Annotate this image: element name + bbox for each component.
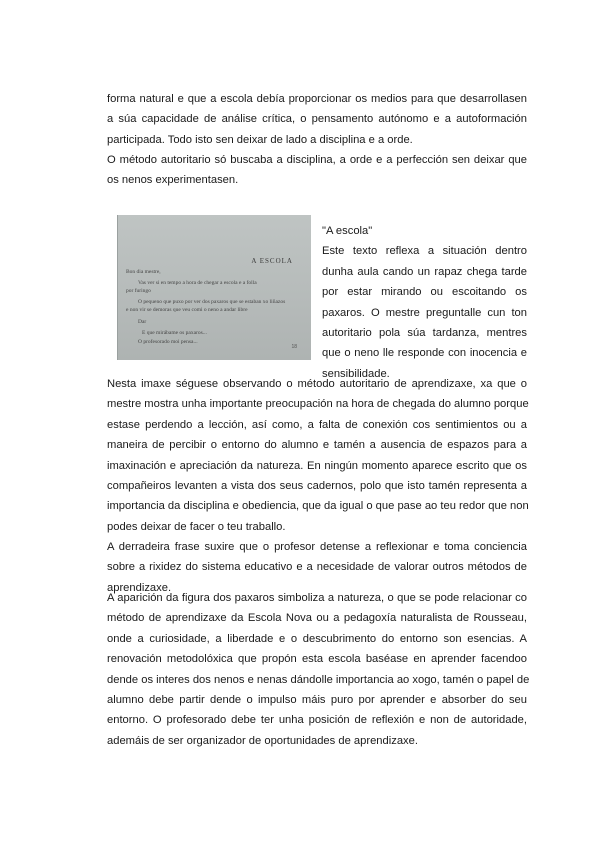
text-line: alumno debe partir dende o impulso máis puro por aprender e absorber do seu	[107, 693, 527, 706]
intro-paragraph	[107, 89, 527, 150]
imaxe-paragraph	[107, 374, 527, 537]
text-line: os nenos experimentasen.	[107, 174, 239, 187]
text-line: ademáis de ser organizador de oportunidades de aprendizaxe.	[107, 734, 418, 747]
text-line: que o neno lle responde con inocencia e	[322, 347, 527, 360]
text-line: estase perdendo a lección, así como, a falta de conexión cos sentimientos ou a	[107, 418, 527, 431]
figure-line: Dar	[138, 319, 147, 325]
text-line: por estar mirando ou escoitando os	[322, 286, 527, 299]
text-line: A derradeira frase suxire que o profesor detense a reflexionar e toma conciencia	[107, 541, 527, 553]
text-line: sobre a rixidez do sistema educativo e a necesidade de valorar outros métodos de	[107, 561, 527, 574]
side-caption-paragraph	[322, 221, 527, 384]
text-line: podes deixar de facer o teu traballo.	[107, 520, 286, 533]
text-line: mestre mostra unha importante preocupación na hora de chegada do alumno porque	[107, 398, 529, 411]
paxaros-paragraph	[107, 588, 530, 751]
figure-line: e non vir se demoras que veu comi o neno a andar libre	[126, 307, 248, 313]
text-line: A aparición da figura dos paxaros simboliza a natureza, o que se pode relacionar co	[107, 592, 527, 604]
text-line: maneira de percibir o entorno do alumno e tamén a ausencia de espazos para a	[107, 439, 527, 452]
text-line: participada. Todo isto sen deixar de lado a disciplina e a orde.	[107, 133, 413, 146]
autoritario-paragraph	[107, 150, 527, 191]
figure-line: E que mirábame os paxaros...	[142, 330, 207, 336]
text-line: renovación metodolóxica que propón esta escola baséase en aprender facendoo	[107, 653, 527, 666]
figure-line: por furingo	[126, 288, 151, 294]
text-line: entorno. O profesorado debe ter unha posición de reflexión e non de autoridade,	[107, 714, 527, 727]
text-line: forma natural e que a escola debía proporcionar os medios para que desarrollasen	[107, 93, 527, 105]
figure-line: O profesorado moi pensa...	[138, 339, 198, 345]
text-line: "A escola"	[322, 225, 373, 237]
figure-line: Bon dia mestre,	[126, 269, 161, 275]
escola-text-photo	[117, 215, 311, 360]
text-line: importancia da disciplina e obediencia, que da igual o que pase ao teu redor que non	[107, 500, 529, 513]
text-line: Nesta imaxe séguese observando o método autoritario de aprendizaxe, xa que o	[107, 378, 527, 390]
text-line: Este texto reflexa a situación dentro	[322, 245, 527, 258]
text-line: sensibilidade.	[322, 367, 390, 380]
text-line: aprendizaxe.	[107, 581, 172, 594]
text-line: paxaros. O mestre preguntalle cun ton	[322, 306, 527, 319]
text-line: dunha aula cando un rapaz chega tarde	[322, 265, 527, 278]
figure-line: Vas ver si en tempo a hora de chegar a escola e a folla	[138, 280, 257, 286]
text-line: imaxinación e apreciación da natureza. En ningún momento aparece escrito que os	[107, 459, 527, 472]
text-line: compañeiros levanten a vista dos seus cadernos, polo que isto tamén representa a	[107, 479, 527, 492]
figure-title: A ESCOLA	[251, 257, 293, 265]
text-line: autoritario pola súa tardanza, mentres	[322, 326, 527, 339]
figure-line: O pequeno que puxo por ver dos paxaros que se estaban xo liñazos	[138, 299, 286, 305]
text-line: dende os interes dos nenos e nenas dándolle importancia ao xogo, tamén o papel de	[107, 673, 530, 686]
figure-page-number: 18	[291, 344, 297, 350]
text-line: onde a curiosidade, a liberdade e o descubrimento do entorno son esencias. A	[107, 632, 527, 645]
text-line: método de aprendizaxe da Escola Nova ou a pedagoxía naturalista de Rousseau,	[107, 612, 527, 625]
text-line: O método autoritario só buscaba a disciplina, a orde e a perfección sen deixar que	[107, 154, 527, 166]
text-line: a súa capacidade de análise crítica, o pensamento autónomo e a autoformación	[107, 113, 527, 126]
